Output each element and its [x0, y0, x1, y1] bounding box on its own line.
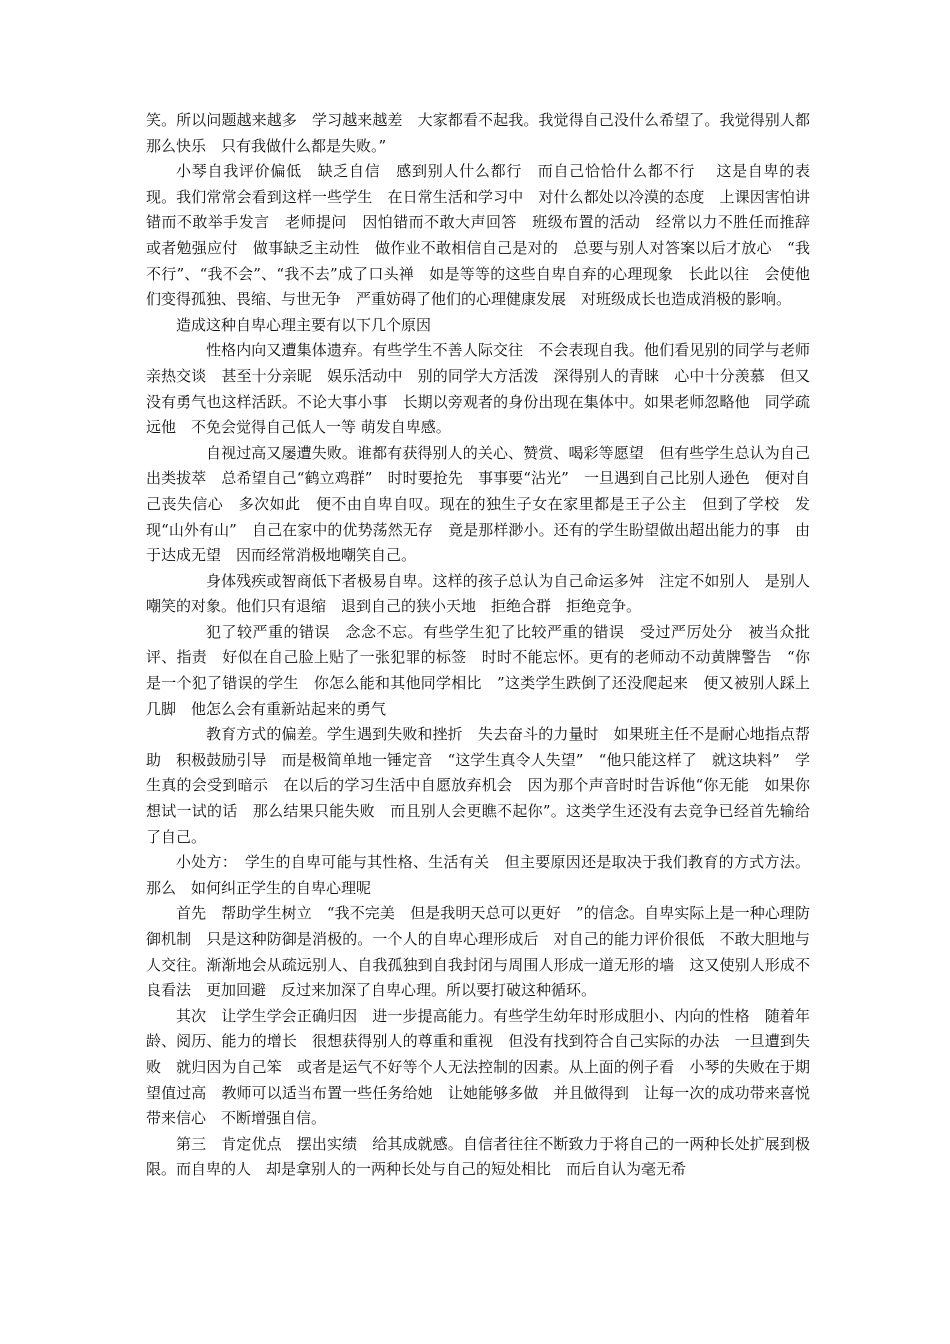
paragraph-12: 第三 肯定优点 摆出实绩 给其成就感。自信者往往不断致力于将自己的一两种长处扩展到极限。而自卑的人 却是拿别人的一两种长处与自己的短处相比 而后自认为毫无希: [146, 1134, 810, 1179]
paragraph-6: 身体残疾或智商低下者极易自卑。这样的孩子总认为自己命运多舛 注定不如别人 是别人嘲笑的对象。他们只有退缩 退到自己的狭小天地 拒绝合群 拒绝竞争。: [146, 571, 810, 616]
paragraph-9: 小处方： 学生的自卑可能与其性格、生活有关 但主要原因还是取决于我们教育的方式方法。那么 如何纠正学生的自卑心理呢: [146, 853, 810, 897]
paragraph-8: 教育方式的偏差。学生遇到失败和挫折 失去奋斗的力量时 如果班主任不是耐心地指点帮助 积极鼓励引导 而是极简单地一锤定音 “这学生真令人失望” “他只能这样了 就这块料” 学生真的会受到暗示 在以后的学习生活中自愿放弃机会 因为那个声音时时告诉他“你无能 如果你想试一试的话 那么结果只能失败 而且别人会更瞧不起你”。这类学生还没有去竞争已经首先输给了自己。: [146, 725, 810, 846]
document-page: [146, 108, 826, 1183]
paragraph-1: 笑。所以问题越来越多 学习越来越差 大家都看不起我。我觉得自己没什么希望了。我觉得别人都那么快乐 只有我做什么都是失败。”: [146, 111, 810, 155]
paragraph-5: 自视过高又屡遭失败。谁都有获得别人的关心、赞赏、喝彩等愿望 但有些学生总认为自己出类拔萃 总希望自己“鹤立鸡群” 时时要抢先 事事要“沾光” 一旦遇到自己比别人逊色 便对自己丧失信心 多次如此 便不由自卑自叹。现在的独生子女在家里都是王子公主 但到了学校 发现“山外有山” 自己在家中的优势荡然无存 竟是那样渺小。还有的学生盼望做出超出能力的事 由于达成无望 因而经常消极地嘲笑自己。: [146, 443, 810, 565]
paragraph-3: 造成这种自卑心理主要有以下几个原因: [176, 315, 432, 334]
paragraph-4: 性格内向又遭集体遗弃。有些学生不善人际交往 不会表现自我。他们看见别的同学与老师亲热交谈 甚至十分亲昵 娱乐活动中 别的同学大方活泼 深得别人的青睐 心中十分羡慕 但又没有勇气也这样活跃。不论大事小事 长期以旁观者的身份出现在集体中。如果老师忽略他 同学疏远他 不免会觉得自己低人一等 萌发自卑感。: [146, 341, 810, 437]
paragraph-2: 小琴自我评价偏低 缺乏自信 感到别人什么都行 而自己恰恰什么都不行 这是自卑的表现。我们常常会看到这样一些学生 在日常生活和学习中 对什么都处以冷漠的态度 上课因害怕讲错而不敢举手发言 老师提问 因怕错而不敢大声回答 班级布置的活动 经常以力不胜任而推辞 或者勉强应付 做事缺乏主动性 做作业不敢相信自己是对的 总要与别人对答案以后才放心 “我不行”、“我不会”、“我不去”成了口头禅 如是等等的这些自卑自弃的心理现象 长此以往 会使他们变得孤独、畏缩、与世无争 严重妨碍了他们的心理健康发展 对班级成长也造成消极的影响。: [146, 162, 826, 309]
paragraph-11: 其次 让学生学会正确归因 进一步提高能力。有些学生幼年时形成胆小、内向的性格 随着年龄、阅历、能力的增长 很想获得别人的尊重和重视 但没有找到符合自己实际的办法 一旦遭到失败 就归因为自己笨 或者是运气不好等个人无法控制的因素。从上面的例子看 小琴的失败在于期望值过高 教师可以适当布置一些任务给她 让她能够多做 并且做得到 让每一次的成功带来喜悦 带来信心 不断增强自信。: [146, 1006, 826, 1128]
paragraph-10: 首先 帮助学生树立 “我不完美 但是我明天总可以更好 ”的信念。自卑实际上是一种心理防御机制 只是这种防御是消极的。一个人的自卑心理形成后 对自己的能力评价很低 不敢大胆地与人交往。渐渐地会从疏远别人、自我孤独到自我封闭与周围人形成一道无形的墙 这又使别人形成不良看法 更加回避 反过来加深了自卑心理。所以要打破这种循环。: [146, 904, 810, 1000]
paragraph-7: 犯了较严重的错误 念念不忘。有些学生犯了比较严重的错误 受过严厉处分 被当众批评、指责 好似在自己脸上贴了一张犯罪的标签 时时不能忘怀。更有的老师动不动黄牌警告 “你是一个犯了错误的学生 你怎么能和其他同学相比 ”这类学生跌倒了还没爬起来 便又被别人踩上几脚 他怎么会有重新站起来的勇气: [146, 622, 810, 718]
